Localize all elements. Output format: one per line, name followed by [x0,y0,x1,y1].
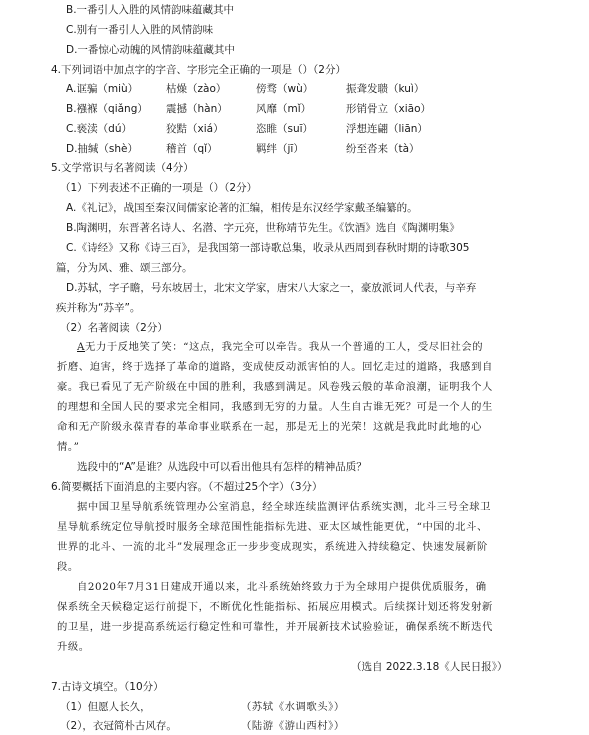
news-p2-line2: 保系统全天候稳定运行前提下，不断优化性能指标、拓展应用模式。后续探计划还将发射新 [57,601,493,613]
news-p1-line3: 世界的北斗、一流的北斗”发展理念正一步步变成现实，系统进入持续稳定、快速发展新阶 [57,541,488,553]
news-p1-line4: 段。 [57,561,79,573]
q7-item1: （1）但愿人长久， [60,701,151,713]
excerpt-a-mark: A [77,341,86,353]
q5-option-c-line1: C.《诗经》又称《诗三百》，是我国第一部诗歌总集，收录从西周到春秋时期的诗歌305 [66,242,470,254]
q3-option-b: B.一番引人入胜的风情韵味蕴藏其中 [66,4,235,16]
q5-sub1: （1）下列表述不正确的一项是（）（2分） [60,182,258,194]
q4-d-2: 稽首（qǐ） [166,143,218,155]
q4-d-4: 纷至沓来（tà） [346,143,420,155]
news-p1-line2: 星导航系统定位导航授时服务全球范围性能指标先进、亚太区域性能更优，“中国的北斗、 [57,521,488,533]
q5-option-d-line1: D.苏轼，字子瞻，号东坡居士，北宋文学家，唐宋八大家之一，豪放派词人代表，与辛弃 [66,282,477,294]
q5-stem: 5.文学常识与名著阅读（4分） [51,162,194,174]
q6-stem: 6.简要概括下面消息的主要内容。（不超过25个字）（3分） [51,481,323,493]
news-p2-line3: 的卫星，进一步提高系统运行稳定性和可靠性，并开展新技术试验验证，确保系统不断迭代 [57,621,493,633]
excerpt-line-4: 的理想和全国人民的要求完全相同，我感到无穷的力量。人生自古谁无死？可是一个人的生 [57,401,493,413]
news-source: （选自 2022.3.18《人民日报》） [351,661,508,673]
excerpt-text-1: 无力于反地笑了笑：“这点，我完全可以牵告。我从一个普通的工人，受尽旧社会的 [85,341,484,353]
news-p2-line4: 升级。 [57,641,90,653]
q3-option-c: C.别有一番引人入胜的风情韵味 [66,24,214,36]
q4-b-3: 风靡（mǐ） [256,103,312,115]
q4-a-2: 枯燥（zào） [166,83,227,95]
q4-b-2: 震撼（hàn） [166,103,228,115]
excerpt-line-2: 折磨、迫害，终于选择了革命的道路，变成使反动派害怕的人。回忆走过的道路，我感到自 [57,361,493,373]
q7-item2-source: （陆游《游山西村》） [241,720,345,732]
q4-stem: 4.下列词语中加点字的字音、字形完全正确的一项是（）（2分） [51,64,346,76]
q7-item2: （2），衣冠简朴古风存。 [60,720,177,732]
q4-b-1: B.襁褓（qiǎng） [66,103,148,115]
news-p1-line1: 据中国卫星导航系统管理办公室消息，经全球连续监测评估系统实测，北斗三号全球卫 [77,501,492,513]
q5-question: 选段中的“A”是谁？从选段中可以看出他具有怎样的精神品质？ [77,461,367,473]
q4-c-4: 浮想连翩（liān） [346,123,428,135]
q4-c-1: C.亵渎（dú） [66,123,132,135]
q4-c-3: 恣睢（suī） [256,123,314,135]
q5-sub2: （2）名著阅读（2分） [60,322,168,334]
q5-option-a: A.《礼记》，战国至秦汉间儒家论著的汇编，相传是东汉经学家戴圣编纂的。 [66,202,418,214]
q4-a-3: 傍骛（wù） [256,83,314,95]
q4-d-1: D.抽缄（shè） [66,143,139,155]
q5-option-d-line2: 疾并称为“苏辛”。 [56,302,141,314]
q4-a-4: 振聋发聩（kuì） [346,83,425,95]
q4-d-3: 羁绊（jī） [256,143,304,155]
q4-c-2: 狡黠（xiá） [166,123,224,135]
q4-b-4: 形销骨立（xiāo） [346,103,431,115]
excerpt-line-6: 情。” [57,441,80,453]
excerpt-line-5: 命和无产阶级永葆青春的革命事业联系在一起，那是无上的光荣！这就是我此时此地的心 [57,421,482,433]
q3-option-d: D.一番惊心动魄的风情韵味蕴藏其中 [66,44,235,56]
q7-item1-source: （苏轼《水调歌头》） [241,701,345,713]
q4-a-1: A.诓骗（miù） [66,83,139,95]
q5-option-b: B.陶渊明，东晋著名诗人、名潜、字元亮，世称靖节先生。《饮酒》选自《陶渊明集》 [66,222,460,234]
q5-option-c-line2: 篇，分为风、雅、颂三部分。 [56,262,193,274]
excerpt-line-3: 豪。我已看见了无产阶级在中国的胜利，我感到满足。风卷残云般的革命浪潮，证明我个人 [57,381,493,393]
q7-stem: 7.古诗文填空。（10分） [51,681,164,693]
excerpt-line-1 [77,340,483,354]
news-p2-line1: 自2020年7月31日建成开通以来，北斗系统始终致力于为全球用户提供优质服务，确 [77,581,487,593]
